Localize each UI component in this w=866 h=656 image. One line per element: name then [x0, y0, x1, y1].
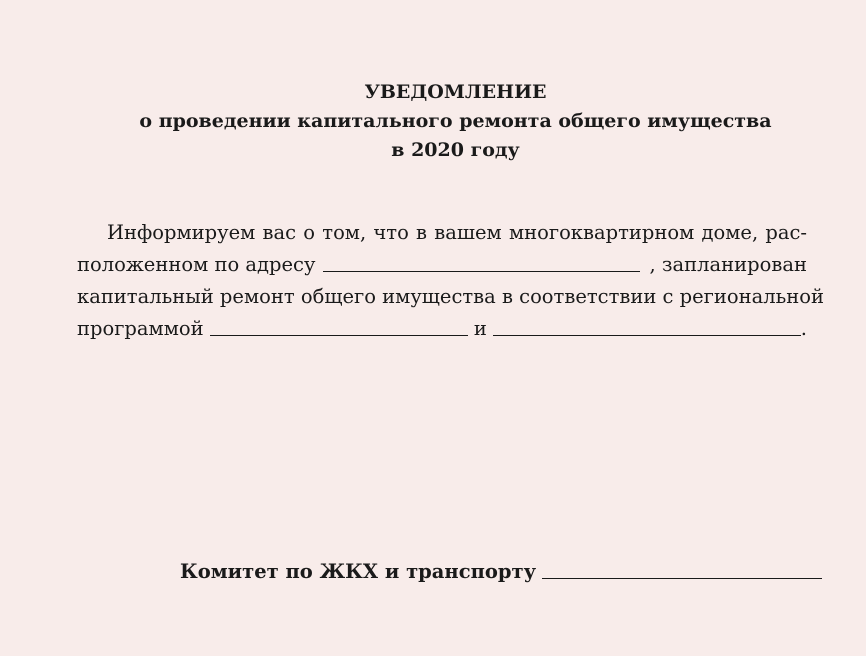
body-line-2-start: положенном по адресу [77, 253, 316, 276]
committee-signature-blank[interactable] [542, 578, 822, 579]
address-blank-field[interactable] [323, 271, 640, 272]
program-blank-field-2[interactable] [493, 335, 801, 336]
body-line-2-end: , запланирован [649, 253, 807, 276]
committee-label: Комитет по ЖКХ и транспорту [180, 560, 537, 583]
program-blank-field-1[interactable] [210, 335, 468, 336]
notice-subtitle-line-2: в 2020 году [391, 139, 520, 161]
body-line-4-conj: и [473, 317, 487, 340]
body-line-4-start: программой [77, 317, 204, 340]
body-line-2 [77, 249, 807, 281]
body-line-3 [77, 281, 824, 313]
body-line-4 [77, 313, 807, 345]
body-line-4-end: . [800, 317, 807, 340]
body-line-3-text: капитальный ремонт общего имущества в соответствии с региональной [77, 285, 824, 308]
notice-footer [180, 557, 822, 587]
notice-subtitle-line-1: о проведении капитального ремонта общего имущества [139, 110, 772, 132]
body-line-1-text: Информируем вас о том, что в вашем многоквартирном доме, рас- [107, 221, 807, 244]
notice-body [77, 217, 824, 345]
notice-header [0, 78, 866, 165]
body-line-1 [77, 217, 807, 249]
notice-title: УВЕДОМЛЕНИЕ [364, 81, 547, 103]
